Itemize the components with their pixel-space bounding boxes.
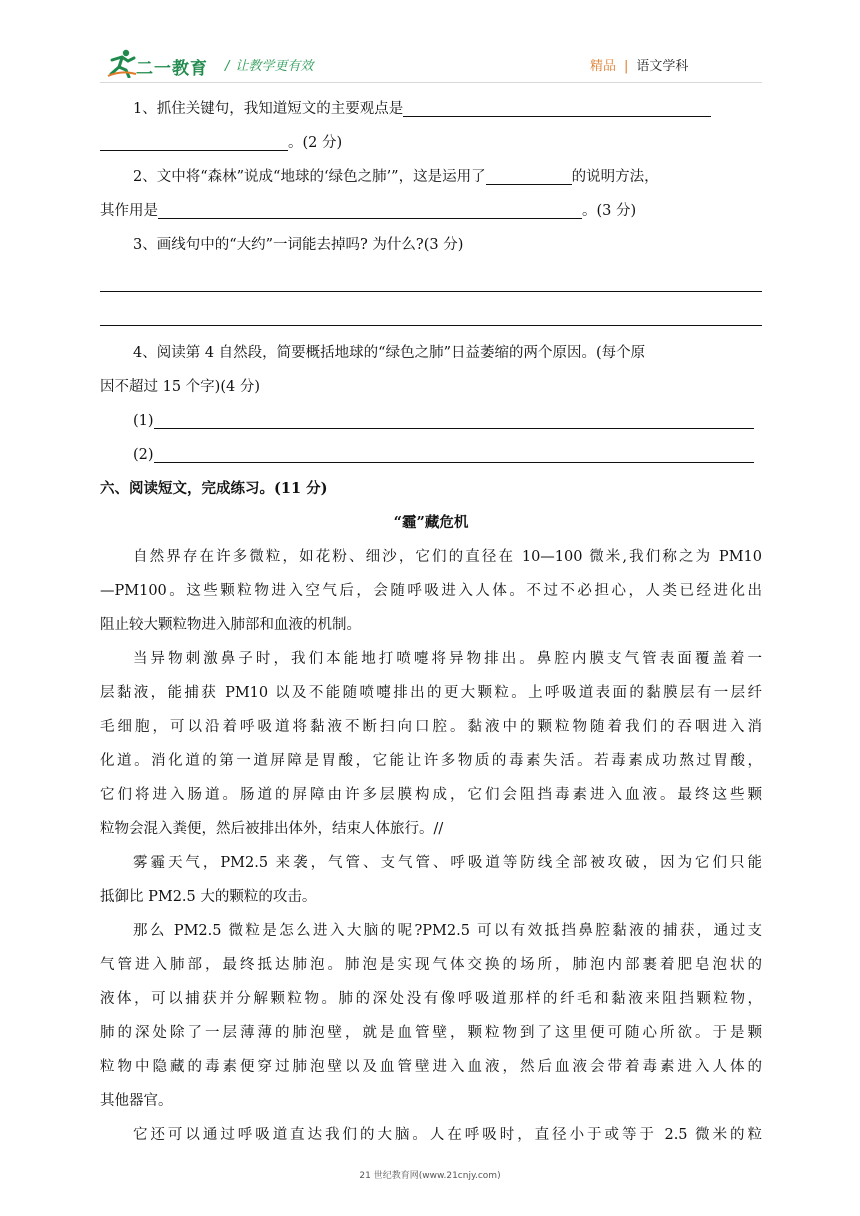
section-6-title-text: 六、阅读短文，完成练习。(11 分) bbox=[100, 480, 328, 497]
subject-label: 语文学科 bbox=[636, 59, 689, 74]
subject-badge bbox=[590, 55, 688, 74]
paragraph-line: 其他器官。 bbox=[100, 1093, 173, 1109]
header-divider bbox=[100, 82, 762, 83]
paragraph-line: 阻止较大颗粒物进入肺部和血液的机制。 bbox=[100, 617, 361, 633]
paragraph-1 bbox=[100, 540, 762, 642]
article-title-text: “霾”藏危机 bbox=[393, 514, 469, 531]
question-4-text-2: 因不超过 15 个字)(4 分) bbox=[100, 379, 260, 395]
quality-label: 精品 bbox=[590, 59, 617, 74]
question-2-cont bbox=[100, 194, 762, 228]
logo-text: 二一教育 bbox=[136, 59, 208, 79]
answer-blank-1a bbox=[403, 96, 711, 117]
question-4-text: 4、阅读第 4 自然段，简要概括地球的“绿色之肺”日益萎缩的两个原因。(每个原 bbox=[133, 345, 646, 361]
question-2-score: 。(3 分) bbox=[582, 203, 637, 219]
answer-blank-2b bbox=[158, 198, 582, 219]
runner-logo-icon bbox=[106, 48, 138, 78]
article-title bbox=[100, 506, 762, 540]
logo bbox=[106, 48, 208, 80]
paragraph-line: 肺的深处除了一层薄薄的肺泡壁，就是血管壁，颗粒物到了这里便可随心所欲。于是颗 bbox=[100, 1025, 762, 1041]
paragraph-3 bbox=[100, 846, 762, 914]
page-footer: 21 世纪教育网(www.21cnjy.com) bbox=[359, 1171, 501, 1181]
paragraph-line: 雾霾天气，PM2.5 来袭，气管、支气管、呼吸道等防线全部被攻破，因为它们只能 bbox=[133, 855, 762, 871]
question-2-text-a: 2、文中将“森林”说成“地球的‘绿色之肺’”，这是运用了 bbox=[133, 169, 486, 185]
paragraph-line: 自然界存在许多微粒，如花粉、细沙，它们的直径在 10—100 微米,我们称之为 PM10 bbox=[133, 549, 762, 565]
question-4-item-2 bbox=[100, 438, 762, 472]
answer-line-3b bbox=[100, 296, 762, 330]
item-1-label: (1) bbox=[133, 413, 154, 429]
section-6-title bbox=[100, 472, 762, 506]
paragraph-line: 层黏液，能捕获 PM10 以及不能随喷嚏排出的更大颗粒。上呼吸道表面的黏膜层有一层纤 bbox=[100, 685, 762, 701]
question-3 bbox=[100, 228, 762, 262]
answer-blank-1b bbox=[100, 130, 288, 151]
page-header bbox=[0, 0, 860, 90]
paragraph-line: 粒物中隐藏的毒素便穿过肺泡壁以及血管壁进入血液，然后血液会带着毒素进入人体的 bbox=[100, 1059, 762, 1075]
question-4-item-1 bbox=[100, 404, 762, 438]
paragraph-line: —PM100。这些颗粒物进入空气后，会随呼吸进入人体。不过不必担心，人类已经进化出 bbox=[100, 583, 762, 599]
paragraph-line: 抵御比 PM2.5 大的颗粒的攻击。 bbox=[100, 889, 317, 905]
paragraph-4 bbox=[100, 914, 762, 1118]
badge-separator: | bbox=[624, 59, 629, 74]
question-4-cont bbox=[100, 370, 762, 404]
answer-blank-2a bbox=[486, 164, 572, 185]
paragraph-line: 毛细胞，可以沿着呼吸道将黏液不断扫向口腔。黏液中的颗粒物随着我们的吞咽进入消 bbox=[100, 719, 762, 735]
paragraph-line: 它还可以通过呼吸道直达我们的大脑。人在呼吸时，直径小于或等于 2.5 微米的粒 bbox=[133, 1127, 762, 1143]
paragraph-line: 它们将进入肠道。肠道的屏障由许多层膜构成，它们会阻挡毒素进入血液。最终这些颗 bbox=[100, 787, 762, 803]
slogan-slash: / bbox=[225, 59, 230, 74]
answer-line-3a bbox=[100, 262, 762, 296]
paragraph-line: 液体，可以捕获并分解颗粒物。肺的深处没有像呼吸道那样的纤毛和黏液来阻挡颗粒物， bbox=[100, 991, 762, 1007]
document-body bbox=[100, 92, 762, 1152]
question-3-text: 3、画线句中的“大约”一词能去掉吗? 为什么?(3 分) bbox=[133, 237, 464, 253]
paragraph-line: 气管进入肺部，最终抵达肺泡。肺泡是实现气体交换的场所，肺泡内部裹着肥皂泡状的 bbox=[100, 957, 762, 973]
answer-blank-4a bbox=[154, 408, 754, 429]
slogan-text: 让教学更有效 bbox=[235, 59, 314, 74]
question-1-cont bbox=[100, 126, 762, 160]
paragraph-line: 当异物刺激鼻子时，我们本能地打喷嚏将异物排出。鼻腔内膜支气管表面覆盖着一 bbox=[133, 651, 762, 667]
paragraph-5 bbox=[100, 1118, 762, 1152]
question-2-text-c: 其作用是 bbox=[100, 203, 158, 219]
question-1-score: 。(2 分) bbox=[288, 135, 343, 151]
question-1 bbox=[100, 92, 762, 126]
question-2 bbox=[100, 160, 762, 194]
answer-blank-4b bbox=[154, 442, 754, 463]
paragraph-2 bbox=[100, 642, 762, 846]
paragraph-line: 化道。消化道的第一道屏障是胃酸，它能让许多物质的毒素失活。若毒素成功熬过胃酸， bbox=[100, 753, 762, 769]
question-1-text: 1、抓住关键句，我知道短文的主要观点是 bbox=[133, 101, 404, 117]
question-2-text-b: 的说明方法， bbox=[571, 169, 659, 185]
paragraph-line: 粒物会混入粪便，然后被排出体外，结束人体旅行。// bbox=[100, 821, 444, 837]
item-2-label: (2) bbox=[133, 447, 154, 463]
slogan bbox=[225, 55, 313, 74]
paragraph-line: 那么 PM2.5 微粒是怎么进入大脑的呢?PM2.5 可以有效抵挡鼻腔黏液的捕获，通过支 bbox=[133, 923, 762, 939]
question-4 bbox=[100, 336, 762, 370]
